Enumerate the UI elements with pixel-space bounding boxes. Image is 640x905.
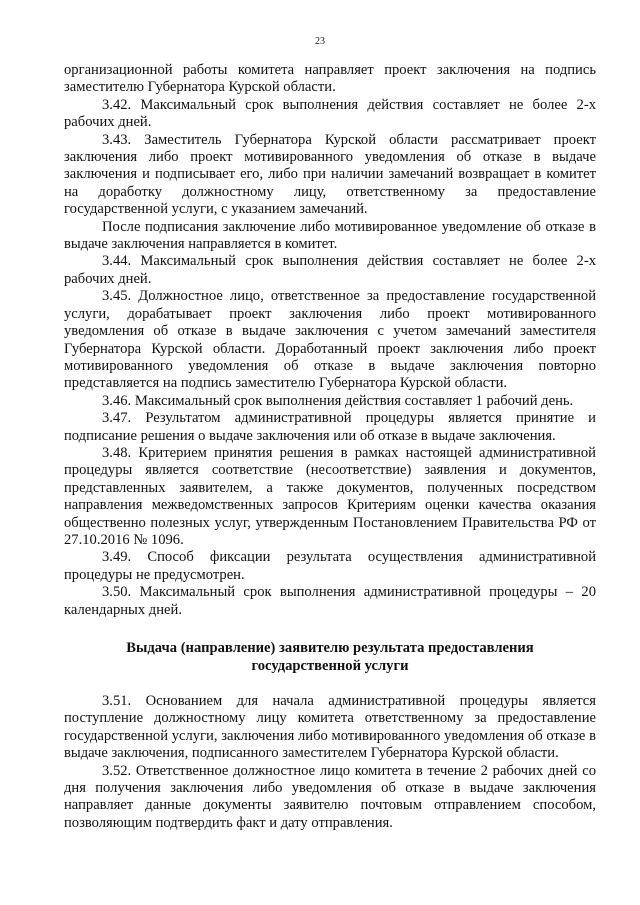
paragraph-continuation: организационной работы комитета направляет проект заключения на подпись заместителю Губернатора Курской области. [64, 62, 596, 96]
section-heading [64, 639, 596, 675]
page-number: 23 [315, 36, 325, 47]
paragraph-3-52: 3.52. Ответственное должностное лицо комитета в течение 2 рабочих дней со дня получения заключения либо уведомления об отказе в выдаче заключения направляет данные документы заявителю почтовым отправлением способом, позволяющим подтвердить факт и дату отправления. [64, 762, 596, 831]
paragraph-3-43: 3.43. Заместитель Губернатора Курской области рассматривает проект заключения либо проект мотивированного уведомления об отказе в выдаче заключения и подписывает его, либо при наличии замечаний возвращает в комитет на доработку должностному лицу, ответственному за предоставление государственной услуги, с указанием замечаний. [64, 131, 596, 218]
document-body [64, 62, 596, 832]
paragraph-3-49: 3.49. Способ фиксации результата осуществления административной процедуры не предусмотрен. [64, 549, 596, 583]
section-heading-line-1: Выдача (направление) заявителю результата предоставления [126, 640, 534, 656]
paragraph-3-51: 3.51. Основанием для начала административной процедуры является поступление должностному лицу комитета ответственному за предоставление государственной услуги, заключения либо мотивированного уведомления об отказе в выдаче заключения, подписанного заместителем Губернатора Курской области. [64, 693, 596, 762]
paragraph-3-42: 3.42. Максимальный срок выполнения действия составляет не более 2-х рабочих дней. [64, 96, 596, 131]
paragraph-3-47: 3.47. Результатом административной процедуры является принятие и подписание решения о выдаче заключения или об отказе в выдаче заключения. [64, 410, 596, 444]
paragraph-3-50: 3.50. Максимальный срок выполнения административной процедуры – 20 календарных дней. [64, 584, 596, 618]
paragraph-3-43-after-signing: После подписания заключение либо мотивированное уведомление об отказе в выдаче заключения направляется в комитет. [64, 218, 596, 253]
paragraph-3-48: 3.48. Критерием принятия решения в рамках настоящей административной процедуры является соответствие (несоответствие) заявления и документов, представленных заявителем, а также документов, полученных посредством направления межведомственных запросов Критериям оценки качества оказания общественно полезных услуг, утвержденным Постановлением Правительства РФ от 27.10.2016 № 1096. [64, 444, 596, 548]
section-heading-line-2: государственной услуги [251, 658, 409, 674]
paragraph-3-44: 3.44. Максимальный срок выполнения действия составляет не более 2-х рабочих дней. [64, 253, 596, 287]
paragraph-3-46: 3.46. Максимальный срок выполнения действия составляет 1 рабочий день. [102, 392, 574, 409]
paragraph-3-45: 3.45. Должностное лицо, ответственное за предоставление государственной услуги, дорабатывает проект заключения либо проект мотивированного уведомления об отказе в выдаче заключения с учетом замечаний заместителя Губернатора Курской области. Доработанный проект заключения либо проект мотивированного уведомления об отказе в выдаче заключения повторно представляется на подпись заместителю Губернатора Курской области. [64, 288, 596, 392]
